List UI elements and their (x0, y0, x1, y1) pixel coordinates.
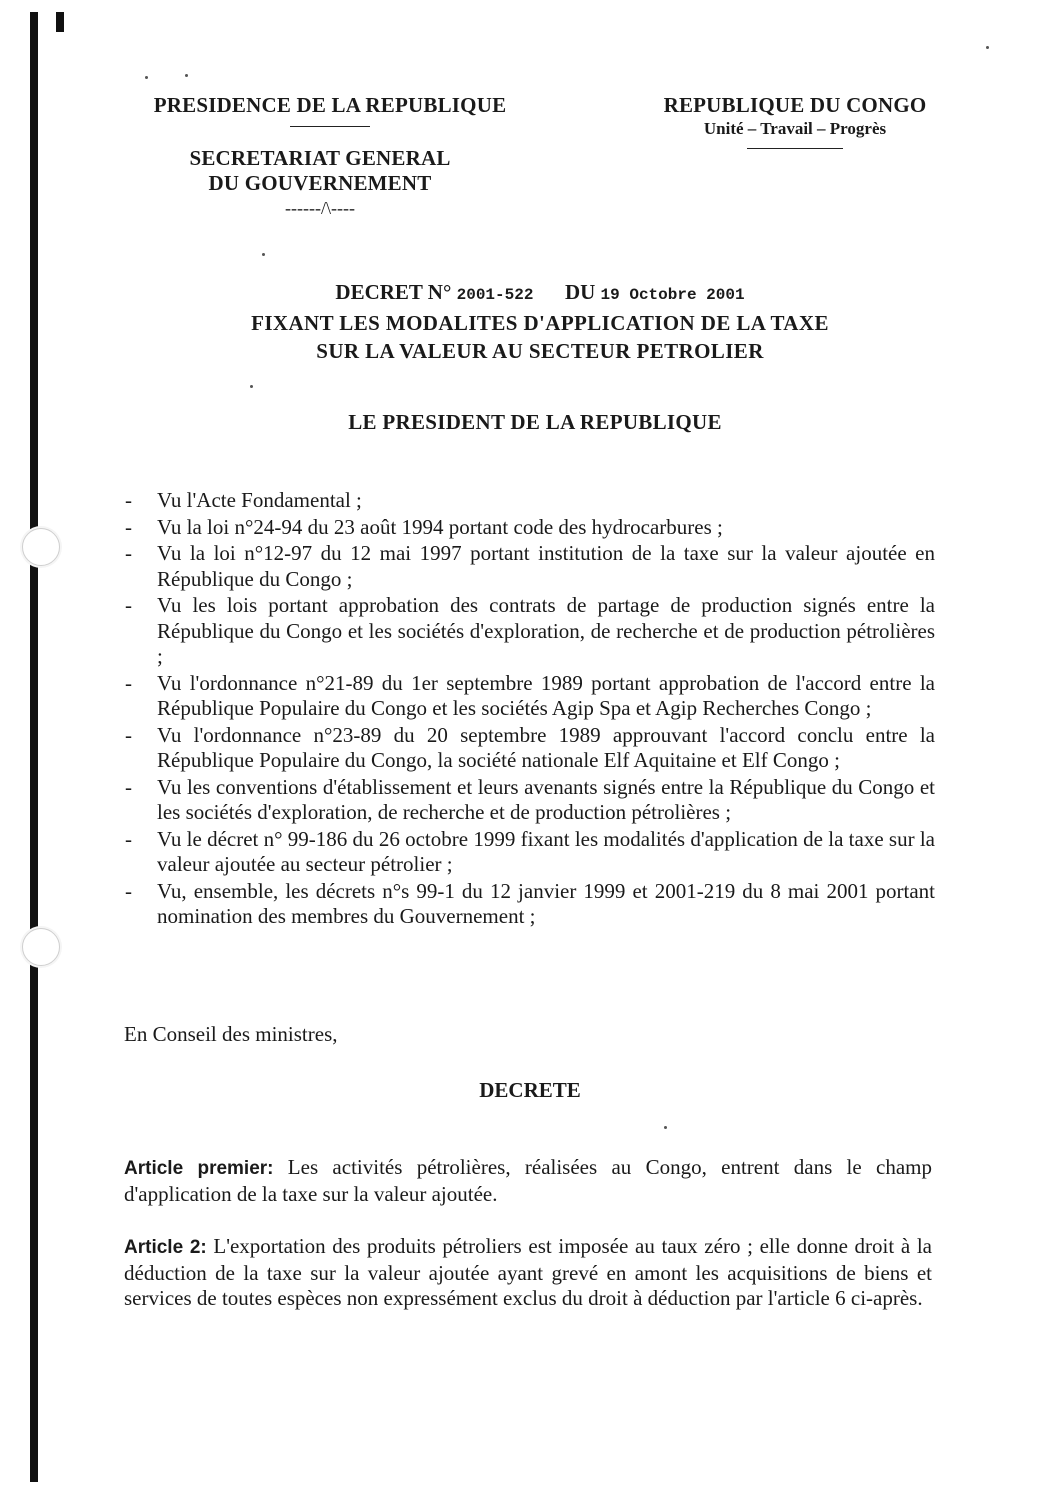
list-dash: - (125, 670, 132, 695)
visa-item (120, 488, 935, 514)
visa-item (120, 515, 935, 541)
list-dash: - (125, 878, 132, 903)
scan-speck (185, 74, 188, 77)
scan-speck (145, 76, 148, 79)
list-dash: - (125, 826, 132, 851)
country-header (640, 92, 950, 157)
scan-speck (250, 385, 253, 388)
visa-text: Vu l'Acte Fondamental ; (157, 488, 362, 512)
article-label: Article premier: (124, 1158, 274, 1179)
scan-speck (986, 46, 989, 49)
article-premier (124, 1155, 932, 1207)
visa-item (120, 827, 935, 878)
issuer-header (110, 92, 550, 135)
decree-date: 19 Octobre 2001 (600, 286, 745, 304)
president-heading: LE PRESIDENT DE LA REPUBLIQUE (348, 410, 722, 434)
binding-bar-short (56, 12, 64, 32)
scan-speck (664, 1126, 667, 1129)
visa-text: Vu la loi n°24-94 du 23 août 1994 portant code des hydrocarbures ; (157, 514, 723, 539)
secretariat-block (150, 146, 490, 219)
visa-text: Vu l'ordonnance n°23-89 du 20 septembre 1989 approuvant l'accord conclu entre la République Populaire du Congo, la société nationale Elf Aquitaine et Elf Congo ; (157, 722, 935, 772)
article-label: Article 2: (124, 1237, 207, 1258)
article-2 (124, 1234, 932, 1312)
header-rule (290, 126, 370, 127)
secretariat-line1: SECRETARIAT GENERAL (189, 146, 451, 170)
decree-subject-line2: SUR LA VALEUR AU SECTEUR PETROLIER (316, 339, 764, 363)
secretariat-line2: DU GOUVERNEMENT (208, 171, 432, 195)
decrete-heading: DECRETE (479, 1078, 581, 1102)
article-text: L'exportation des produits pétroliers est imposée au taux zéro ; elle donne droit à la déduction de la taxe sur la valeur ajoutée ayant grevé en amont les acquisitions de biens et services de toutes espèces non expressément exclus du droit à déduction par l'article 6 ci-après. (124, 1234, 932, 1310)
scan-binding-edge (30, 12, 66, 1482)
list-dash: - (125, 514, 132, 539)
visa-item (120, 723, 935, 774)
decree-du: DU (564, 280, 596, 304)
list-dash: - (125, 774, 132, 799)
list-dash: - (125, 593, 132, 617)
council-line: En Conseil des ministres, (124, 1022, 338, 1046)
country-motto: Unité – Travail – Progrès (703, 119, 887, 138)
list-dash: - (125, 541, 132, 565)
visa-text: Vu les conventions d'établissement et leurs avenants signés entre la République du Congo et les sociétés d'exploration, de recherche et de production pétrolières ; (157, 774, 935, 824)
handwritten-mark: ------/\---- (285, 198, 355, 218)
punch-hole (22, 928, 60, 966)
visa-text: Vu, ensemble, les décrets n°s 99-1 du 12 janvier 1999 et 2001-219 du 8 mai 2001 portant nomination des membres du Gouvernement ; (157, 878, 935, 928)
visa-item (120, 879, 935, 930)
list-dash: - (125, 722, 132, 747)
header-rule (747, 148, 843, 149)
visa-text: Vu le décret n° 99-186 du 26 octobre 1999 fixant les modalités d'application de la taxe sur la valeur ajoutée au secteur pétrolier ; (157, 826, 935, 876)
issuer-title: PRESIDENCE DE LA REPUBLIQUE (153, 93, 507, 117)
decree-number-line (170, 278, 910, 309)
article-text: Les activités pétrolières, réalisées au Congo, entrent dans le champ d'application de la taxe sur la valeur ajoutée. (124, 1155, 932, 1206)
scan-speck (262, 253, 265, 256)
binding-bar (30, 12, 38, 1482)
country-title: REPUBLIQUE DU CONGO (663, 93, 927, 117)
visa-item (120, 671, 935, 722)
visa-text: Vu les lois portant approbation des contrats de partage de production signés entre la République du Congo et les sociétés d'exploration, de recherche et de production pétrolières ; (157, 593, 935, 668)
visa-item (120, 593, 935, 670)
visa-list (120, 488, 935, 931)
decree-prefix: DECRET N° (335, 280, 452, 304)
visa-item (120, 775, 935, 826)
visa-text: Vu la loi n°12-97 du 12 mai 1997 portant institution de la taxe sur la valeur ajoutée en République du Congo ; (157, 541, 935, 591)
list-dash: - (125, 488, 132, 512)
visa-item (120, 541, 935, 592)
visa-text: Vu l'ordonnance n°21-89 du 1er septembre 1989 portant approbation de l'accord entre la République Populaire du Congo et les sociétés Agip Spa et Agip Recherches Congo ; (157, 670, 935, 720)
punch-hole (22, 528, 60, 566)
decree-title (170, 278, 910, 365)
decree-number: 2001-522 (456, 286, 534, 304)
decree-subject-line1: FIXANT LES MODALITES D'APPLICATION DE LA TAXE (251, 311, 829, 335)
